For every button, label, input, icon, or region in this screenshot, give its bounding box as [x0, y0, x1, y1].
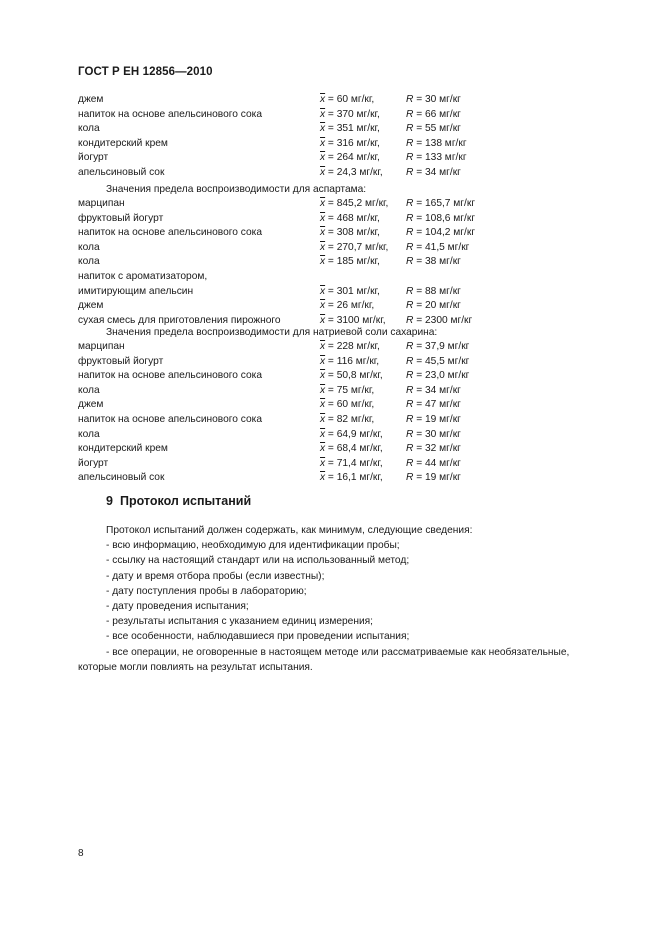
table-row	[78, 93, 518, 108]
table-row	[78, 166, 518, 181]
table-row	[78, 197, 518, 212]
product-name: напиток на основе апельсинового сока	[78, 413, 262, 425]
product-name: кола	[78, 384, 100, 396]
table-row	[78, 255, 518, 270]
mean-value: $\overline{x} = 270,7$ мг/кг,	[320, 241, 389, 253]
product-name: напиток с ароматизатором,	[78, 270, 208, 282]
mean-value: $\overline{x} = 228$ мг/кг,	[320, 341, 380, 352]
list-item: - все операции, не оговоренные в настоящем методе или рассматриваемые как необязательные,	[106, 646, 570, 658]
product-name: кола	[78, 428, 100, 440]
table-row	[78, 369, 518, 384]
r-value: R = 19 мг/кг	[406, 472, 461, 484]
product-name: джем	[78, 399, 104, 411]
product-name: апельсиновый сок	[78, 472, 165, 484]
table-row	[78, 442, 518, 457]
mean-value: $\overline{x} = 185$ мг/кг,	[320, 256, 380, 268]
mean-value: $\overline{x} = 351$ мг/кг,	[320, 123, 380, 135]
table-row	[78, 355, 518, 370]
product-name: кондитерский крем	[78, 137, 168, 149]
r-value: R = 20 мг/кг	[406, 300, 461, 312]
r-value: R = 19 мг/кг	[406, 413, 461, 425]
r-value: R = 55 мг/кг	[406, 123, 461, 135]
r-value: R = 104,2 мг/кг	[406, 227, 476, 239]
values-group-1	[78, 93, 518, 181]
page-number: 8	[78, 848, 84, 859]
mean-value: $\overline{x} = 64,9$ мг/кг,	[320, 428, 383, 440]
table-row	[78, 270, 518, 285]
section-number: 9	[106, 494, 113, 508]
table-row	[78, 413, 518, 428]
product-name: кола	[78, 123, 100, 135]
r-value: R = 30 мг/кг	[406, 428, 461, 440]
values-group-3	[78, 325, 518, 486]
r-value: R = 34 мг/кг	[406, 384, 461, 396]
mean-value: $\overline{x} = 60$ мг/кг,	[320, 399, 375, 411]
product-name: кондитерский крем	[78, 443, 168, 455]
mean-value: $\overline{x} = 68,4$ мг/кг,	[320, 443, 383, 455]
mean-value: $\overline{x} = 308$ мг/кг,	[320, 227, 380, 239]
values-group-2	[78, 182, 518, 328]
group-intro: Значения предела воспроизводимости для натриевой соли сахарина:	[106, 327, 438, 338]
mean-value: $\overline{x} = 60$ мг/кг,	[320, 94, 375, 105]
r-value: R = 133 мг/кг	[406, 152, 467, 164]
list-item: - дату проведения испытания;	[106, 600, 249, 612]
mean-value: $\overline{x} = 26$ мг/кг,	[320, 300, 375, 312]
r-value: R = 30 мг/кг	[406, 94, 461, 105]
table-row	[78, 428, 518, 443]
table-row	[78, 226, 518, 241]
product-name: напиток на основе апельсинового сока	[78, 227, 262, 239]
table-row	[78, 457, 518, 472]
mean-value: $\overline{x} = 468$ мг/кг,	[320, 212, 380, 224]
table-row	[78, 384, 518, 399]
r-value: R = 23,0 мг/кг	[406, 370, 470, 382]
r-value: R = 88 мг/кг	[406, 285, 461, 297]
list-item: - результаты испытания с указанием единиц измерения;	[106, 616, 374, 628]
r-value: R = 45,5 мг/кг	[406, 355, 470, 367]
product-name: джем	[78, 94, 104, 105]
table-row	[78, 398, 518, 413]
list-item-continuation: которые могли повлиять на результат испытания.	[78, 661, 313, 673]
table-row	[78, 122, 518, 137]
product-name: кола	[78, 256, 100, 268]
mean-value: $\overline{x} = 845,2$ мг/кг,	[320, 198, 389, 209]
r-value: R = 66 мг/кг	[406, 108, 461, 120]
product-name: напиток на основе апельсинового сока	[78, 108, 262, 120]
r-value: R = 37,9 мг/кг	[406, 341, 470, 352]
mean-value: $\overline{x} = 71,4$ мг/кг,	[320, 457, 383, 469]
r-value: R = 34 мг/кг	[406, 166, 461, 178]
table-row	[78, 137, 518, 152]
r-value: R = 108,6 мг/кг	[406, 212, 476, 224]
r-value: R = 2300 мг/кг	[406, 314, 473, 326]
protocol-intro: Протокол испытаний должен содержать, как минимум, следующие сведения:	[106, 525, 473, 536]
product-name: йогурт	[78, 152, 109, 164]
list-item: - все особенности, наблюдавшиеся при проведении испытания;	[106, 631, 410, 643]
table-row	[78, 340, 518, 355]
r-value: R = 47 мг/кг	[406, 399, 461, 411]
protocol-text	[78, 523, 638, 675]
product-name: йогурт	[78, 457, 109, 469]
mean-value: $\overline{x} = 82$ мг/кг,	[320, 413, 375, 425]
table-row	[78, 212, 518, 227]
table-row	[78, 108, 518, 123]
mean-value: $\overline{x} = 316$ мг/кг,	[320, 137, 380, 149]
product-name: имитирующим апельсин	[78, 285, 194, 297]
list-item: - ссылку на настоящий стандарт или на использованный метод;	[106, 555, 410, 567]
list-item: - всю информацию, необходимую для идентификации пробы;	[106, 540, 400, 552]
r-value: R = 38 мг/кг	[406, 256, 461, 268]
table-row	[78, 299, 518, 314]
product-name: апельсиновый сок	[78, 166, 165, 178]
list-item: - дату поступления пробы в лабораторию;	[106, 585, 307, 597]
mean-value: $\overline{x} = 3100$ мг/кг,	[320, 314, 386, 326]
mean-value: $\overline{x} = 116$ мг/кг,	[320, 355, 380, 367]
r-value: R = 32 мг/кг	[406, 443, 461, 455]
product-name: сухая смесь для приготовления пирожного	[78, 314, 281, 326]
r-value: R = 138 мг/кг	[406, 137, 467, 149]
product-name: джем	[78, 300, 104, 312]
section-title: Протокол испытаний	[119, 494, 252, 508]
table-row	[78, 151, 518, 166]
r-value: R = 165,7 мг/кг	[406, 198, 476, 209]
mean-value: $\overline{x} = 24,3$ мг/кг,	[320, 166, 383, 178]
r-value: R = 44 мг/кг	[406, 457, 461, 469]
product-name: кола	[78, 241, 100, 253]
table-row	[78, 471, 518, 486]
product-name: фруктовый йогурт	[78, 212, 164, 224]
product-name: фруктовый йогурт	[78, 355, 164, 367]
mean-value: $\overline{x} = 370$ мг/кг,	[320, 108, 380, 120]
mean-value: $\overline{x} = 264$ мг/кг,	[320, 152, 380, 164]
group-intro: Значения предела воспроизводимости для аспартама:	[106, 184, 367, 195]
product-name: напиток на основе апельсинового сока	[78, 370, 262, 382]
product-name: марципан	[78, 341, 125, 352]
mean-value: $\overline{x} = 50,8$ мг/кг,	[320, 370, 383, 382]
table-row	[78, 285, 518, 300]
list-item: - дату и время отбора пробы (если известны);	[106, 570, 325, 582]
mean-value: $\overline{x} = 75$ мг/кг,	[320, 384, 375, 396]
mean-value: $\overline{x} = 16,1$ мг/кг,	[320, 472, 383, 484]
product-name: марципан	[78, 198, 125, 209]
r-value: R = 41,5 мг/кг	[406, 241, 470, 253]
table-row	[78, 241, 518, 256]
mean-value: $\overline{x} = 301$ мг/кг,	[320, 285, 380, 297]
section-heading	[106, 494, 251, 508]
document-header: ГОСТ Р ЕН 12856—2010	[78, 66, 213, 78]
